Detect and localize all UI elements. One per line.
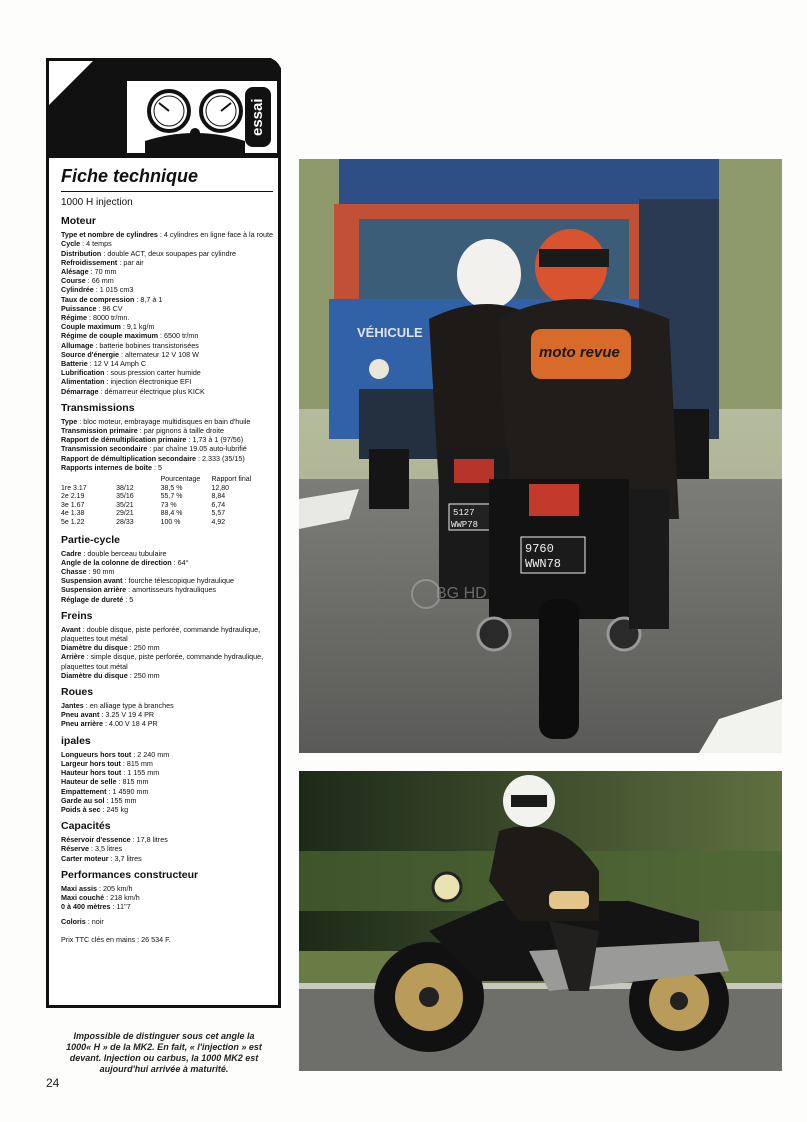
spec-value: : double berceau tubulaire bbox=[81, 548, 167, 558]
table-row bbox=[61, 485, 273, 494]
spec-value: : 90 mm bbox=[86, 567, 115, 577]
table-cell: 5,57 bbox=[211, 510, 226, 518]
spec-key: Garde au sol bbox=[61, 795, 105, 805]
spec-key: Lubrification bbox=[61, 368, 105, 378]
table-cell: 4,92 bbox=[211, 519, 226, 527]
table-cell: 8,84 bbox=[211, 493, 226, 501]
table-header-cell: Pourcentage bbox=[160, 476, 201, 484]
spec-value: : par pignons à taille droite bbox=[137, 426, 225, 436]
spec-key: Pneu arrière bbox=[61, 719, 103, 729]
table-cell: 1re 3.17 bbox=[61, 484, 87, 492]
spec-line bbox=[61, 625, 273, 643]
spec-key: Distribution bbox=[61, 248, 102, 258]
spec-value: : 11''7 bbox=[110, 902, 131, 912]
plate-right-bottom: WWN78 bbox=[525, 557, 562, 571]
spec-value: : 250 mm bbox=[127, 643, 160, 653]
table-cell: 35/16 bbox=[116, 493, 134, 501]
spec-key: Largeur hors tout bbox=[61, 758, 121, 768]
spec-key: Puissance bbox=[61, 303, 97, 313]
spec-value: : 5 bbox=[123, 594, 134, 604]
price-line: Prix TTC clés en mains : 26 534 F. bbox=[61, 934, 171, 944]
spec-line bbox=[61, 835, 273, 844]
spec-line bbox=[61, 805, 273, 814]
table-cell: 28/33 bbox=[116, 519, 134, 527]
spec-line bbox=[61, 643, 273, 652]
spec-line bbox=[61, 558, 273, 567]
spec-line bbox=[61, 331, 273, 340]
performances-list bbox=[61, 884, 273, 912]
suit-logo: moto revue bbox=[539, 344, 620, 361]
table-cell: 100 % bbox=[160, 519, 181, 527]
spec-key: Taux de compression bbox=[61, 294, 135, 304]
spec-key: Type bbox=[61, 416, 78, 426]
spec-value: : alternateur 12 V 108 W bbox=[119, 349, 199, 359]
spec-key: Source d'énergie bbox=[61, 349, 120, 359]
spec-value: : noir bbox=[85, 917, 104, 927]
freins-list bbox=[61, 625, 273, 680]
table-row bbox=[61, 493, 273, 502]
spec-key: Poids à sec bbox=[61, 804, 101, 814]
spec-value: : 4 temps bbox=[80, 239, 112, 249]
cotes-list bbox=[61, 750, 273, 814]
spec-key: Allumage bbox=[61, 340, 94, 350]
gear-ratio-body bbox=[61, 485, 273, 528]
spec-key: Cadre bbox=[61, 548, 82, 558]
photo-riders-rear bbox=[299, 159, 782, 753]
table-cell: 38/12 bbox=[116, 484, 134, 492]
spec-line bbox=[61, 304, 273, 313]
spec-line bbox=[61, 258, 273, 267]
spec-key: Maxi couché bbox=[61, 892, 105, 902]
spec-line bbox=[61, 387, 273, 396]
table-row bbox=[61, 519, 273, 528]
plate-right-top: 9760 bbox=[525, 542, 554, 556]
spec-value: : 3.25 V 19 4 PR bbox=[99, 710, 155, 720]
spec-line bbox=[61, 239, 273, 248]
spec-key: Réglage de dureté bbox=[61, 594, 124, 604]
table-cell: 38,5 % bbox=[160, 484, 183, 492]
spec-key: Coloris bbox=[61, 917, 86, 927]
spec-key: Batterie bbox=[61, 359, 88, 369]
spec-value: : 2 240 mm bbox=[131, 749, 170, 759]
spec-key: Diamètre du disque bbox=[61, 643, 128, 653]
spec-line bbox=[61, 652, 273, 670]
coloris-line bbox=[61, 917, 273, 926]
spec-key: Couple maximum bbox=[61, 322, 121, 332]
gear-ratio-header bbox=[61, 476, 273, 485]
table-header-cell bbox=[61, 476, 116, 485]
spec-key: Alésage bbox=[61, 267, 89, 277]
spec-line bbox=[61, 787, 273, 796]
spec-line bbox=[61, 350, 273, 359]
section-heading-performances: Performances constructeur bbox=[61, 868, 199, 881]
spec-key: Chasse bbox=[61, 567, 87, 577]
spec-value: : 8000 tr/mn. bbox=[86, 313, 130, 323]
plate-left-top: 5127 bbox=[453, 508, 475, 518]
spec-line bbox=[61, 417, 273, 426]
spec-key: Empattement bbox=[61, 786, 107, 796]
spec-key: Carter moteur bbox=[61, 853, 109, 863]
table-cell: 6,74 bbox=[211, 501, 226, 509]
table-cell: 88,4 % bbox=[160, 510, 183, 518]
spec-key: Course bbox=[61, 276, 86, 286]
roues-list bbox=[61, 701, 273, 729]
spec-value: : 2.333 (35/15) bbox=[196, 453, 245, 463]
spec-line bbox=[61, 576, 273, 585]
spec-key: 0 à 400 mètres bbox=[61, 902, 111, 912]
fiche-content bbox=[61, 165, 273, 944]
spec-key: Rapport de démultiplication primaire bbox=[61, 435, 187, 445]
spec-value: : 218 km/h bbox=[104, 892, 140, 902]
spec-line bbox=[61, 567, 273, 576]
caption-line: devant. Injection ou carbus, la 1000 MK2 est bbox=[69, 1053, 259, 1063]
spec-line bbox=[61, 368, 273, 377]
spec-key: Réserve bbox=[61, 844, 89, 854]
spec-key: Hauteur hors tout bbox=[61, 768, 122, 778]
table-cell: 73 % bbox=[160, 501, 177, 509]
spec-value: : double disque, piste perforée, commande hydraulique, plaquettes tout métal bbox=[61, 624, 261, 644]
spec-key: Maxi assis bbox=[61, 883, 97, 893]
spec-value: : 245 kg bbox=[100, 804, 129, 814]
spec-key: Pneu avant bbox=[61, 710, 100, 720]
section-heading-transmissions: Transmissions bbox=[61, 401, 135, 414]
moteur-list bbox=[61, 230, 273, 396]
fiche-technique-panel bbox=[46, 58, 281, 1008]
spec-value: : 12 V 14 Amph C bbox=[87, 359, 147, 369]
spec-line bbox=[61, 585, 273, 594]
spec-value: : fourche télescopique hydraulique bbox=[122, 576, 234, 586]
gauges-logo bbox=[127, 81, 277, 153]
spec-key: Transmission primaire bbox=[61, 426, 138, 436]
table-header-cell bbox=[116, 476, 161, 485]
spec-key: Suspension arrière bbox=[61, 585, 127, 595]
table-cell: 3e 1.67 bbox=[61, 501, 85, 509]
spec-value: : sous pression carter humide bbox=[104, 368, 201, 378]
spec-key: Arrière bbox=[61, 652, 85, 662]
table-cell: 35/21 bbox=[116, 501, 134, 509]
spec-line bbox=[61, 768, 273, 777]
table-cell: 12,80 bbox=[211, 484, 230, 492]
spec-key: Cylindrée bbox=[61, 285, 94, 295]
watermark-logo bbox=[408, 572, 487, 642]
spec-key: Rapports internes de boîte bbox=[61, 462, 153, 472]
spec-key: Diamètre du disque bbox=[61, 670, 128, 680]
spec-value: : 17,8 litres bbox=[130, 835, 168, 845]
spec-value: : 3,5 litres bbox=[88, 844, 123, 854]
section-heading-capacites: Capacités bbox=[61, 820, 111, 833]
spec-line bbox=[61, 377, 273, 386]
spec-key: Régime bbox=[61, 313, 87, 323]
capacites-list bbox=[61, 835, 273, 863]
spec-value: : 1,73 à 1 (97/56) bbox=[186, 435, 244, 445]
spec-value: : 3,7 litres bbox=[108, 853, 142, 863]
gear-ratio-table bbox=[61, 476, 273, 528]
section-heading-moteur: Moteur bbox=[61, 215, 96, 228]
spec-value: : 1 155 mm bbox=[121, 768, 160, 778]
spec-key: Refroidissement bbox=[61, 257, 118, 267]
spec-value: : injection électronique EFI bbox=[104, 377, 192, 387]
spec-line bbox=[61, 884, 273, 893]
spec-line bbox=[61, 267, 273, 276]
spec-line bbox=[61, 322, 273, 331]
caption-line: Impossible de distinguer sous cet angle la bbox=[73, 1031, 255, 1041]
spec-key: Jantes bbox=[61, 701, 84, 711]
spec-value: : 4.00 V 18 4 PR bbox=[102, 719, 158, 729]
spec-key: Rapport de démultiplication secondaire bbox=[61, 453, 196, 463]
spec-key: Type et nombre de cylindres bbox=[61, 230, 158, 240]
section-heading-cotes: ipales bbox=[61, 734, 91, 747]
spec-key: Avant bbox=[61, 624, 81, 634]
page-number: 24 bbox=[46, 1076, 60, 1090]
section-heading-roues: Roues bbox=[61, 686, 94, 699]
photo-rider-side bbox=[299, 771, 782, 1071]
spec-line bbox=[61, 844, 273, 853]
spec-value: : 4 cylindres en ligne face à la route bbox=[157, 230, 274, 240]
spec-key: Alimentation bbox=[61, 377, 105, 387]
spec-line bbox=[61, 249, 273, 258]
spec-value: : 815 mm bbox=[116, 777, 149, 787]
spec-value: : en alliage type à branches bbox=[83, 701, 174, 711]
spec-value: : 815 mm bbox=[120, 758, 153, 768]
spec-line bbox=[61, 671, 273, 680]
rider-side-image bbox=[299, 771, 782, 1071]
spec-value: : 66 mm bbox=[85, 276, 114, 286]
spec-key: Longueurs hors tout bbox=[61, 749, 132, 759]
spec-line bbox=[61, 435, 273, 444]
fiche-title: Fiche technique bbox=[61, 166, 199, 186]
spec-key: Suspension avant bbox=[61, 576, 123, 586]
section-heading-partie-cycle: Partie-cycle bbox=[61, 533, 120, 546]
spec-value: : double ACT, deux soupapes par cylindre bbox=[101, 248, 236, 258]
spec-value: : amortisseurs hydrauliques bbox=[126, 585, 217, 595]
spec-value: : 1 015 cm3 bbox=[93, 285, 134, 295]
spec-value: : simple disque, piste perforée, commande hydraulique, plaquettes tout métal bbox=[61, 652, 264, 671]
table-row bbox=[61, 510, 273, 519]
spec-value: : 96 CV bbox=[96, 303, 123, 313]
spec-value: : bloc moteur, embrayage multidisques en bain d'huile bbox=[77, 416, 251, 426]
fiche-subtitle: 1000 H injection bbox=[61, 191, 273, 207]
riders-rear-image bbox=[299, 159, 782, 753]
spec-line bbox=[61, 426, 273, 435]
spec-value: : 64° bbox=[171, 557, 189, 567]
caption-line: 1000« H » de la MK2. En fait, « l'injection » est bbox=[66, 1042, 262, 1052]
caption-line: aujourd'hui arrivée à maturité. bbox=[99, 1064, 229, 1074]
spec-line bbox=[61, 777, 273, 786]
spec-line bbox=[61, 796, 273, 805]
essai-badge: essai bbox=[245, 87, 271, 147]
spec-line bbox=[61, 463, 273, 472]
spec-line bbox=[61, 549, 273, 558]
spec-value: : 1 4590 mm bbox=[106, 786, 149, 796]
spec-line bbox=[61, 719, 273, 728]
watermark-icon bbox=[408, 572, 487, 642]
table-cell: 29/21 bbox=[116, 510, 134, 518]
spec-line bbox=[61, 295, 273, 304]
table-cell: 2e 2.19 bbox=[61, 493, 85, 501]
spec-line bbox=[61, 359, 273, 368]
spec-line bbox=[61, 444, 273, 453]
spec-value: : 155 mm bbox=[104, 795, 137, 805]
transmissions-list bbox=[61, 417, 273, 472]
spec-line bbox=[61, 854, 273, 863]
spec-line bbox=[61, 902, 273, 911]
spec-line bbox=[61, 595, 273, 604]
spec-line bbox=[61, 759, 273, 768]
spec-key: Cycle bbox=[61, 239, 81, 249]
spec-key: Angle de la colonne de direction bbox=[61, 557, 172, 567]
spec-value: : 250 mm bbox=[127, 670, 160, 680]
spec-key: Démarrage bbox=[61, 386, 99, 396]
spec-value: : 205 km/h bbox=[96, 883, 133, 893]
partie-cycle-list bbox=[61, 549, 273, 604]
spec-key: Régime de couple maximum bbox=[61, 331, 159, 341]
section-heading-freins: Freins bbox=[61, 609, 93, 622]
table-header-cell: Rapport final bbox=[211, 476, 252, 484]
spec-value: : démarreur électrique plus KICK bbox=[98, 386, 205, 396]
spec-key: Réservoir d'essence bbox=[61, 835, 131, 845]
table-cell: 4e 1.38 bbox=[61, 510, 85, 518]
spec-value: : par chaîne 19.05 auto-lubrifié bbox=[147, 444, 247, 454]
watermark-text: BG HD bbox=[436, 585, 487, 602]
spec-line bbox=[61, 893, 273, 902]
spec-value: : par air bbox=[117, 257, 144, 267]
spec-line bbox=[61, 230, 273, 239]
spec-value: : 5 bbox=[152, 462, 163, 472]
spec-key: Hauteur de selle bbox=[61, 777, 117, 787]
truck-lettering: VÉHICULE bbox=[357, 325, 423, 340]
spec-value: : 6500 tr/mn bbox=[158, 331, 199, 341]
spec-value: : 9,1 kg/m bbox=[120, 322, 155, 332]
plate-left-bottom: WWP78 bbox=[451, 520, 479, 530]
photo-caption bbox=[48, 1031, 280, 1075]
table-cell: 55,7 % bbox=[160, 493, 183, 501]
table-cell: 5e 1.22 bbox=[61, 519, 85, 527]
spec-line bbox=[61, 750, 273, 759]
spec-line bbox=[61, 313, 273, 322]
spec-line bbox=[61, 701, 273, 710]
table-row bbox=[61, 502, 273, 511]
spec-value: : batterie bobines transistorisées bbox=[93, 340, 199, 350]
spec-line bbox=[61, 341, 273, 350]
spec-key: Transmission secondaire bbox=[61, 444, 148, 454]
spec-value: : 8,7 à 1 bbox=[134, 294, 163, 304]
spec-value: : 70 mm bbox=[88, 267, 117, 277]
spec-line bbox=[61, 276, 273, 285]
spec-line bbox=[61, 710, 273, 719]
spec-line bbox=[61, 454, 273, 463]
spec-line bbox=[61, 285, 273, 294]
